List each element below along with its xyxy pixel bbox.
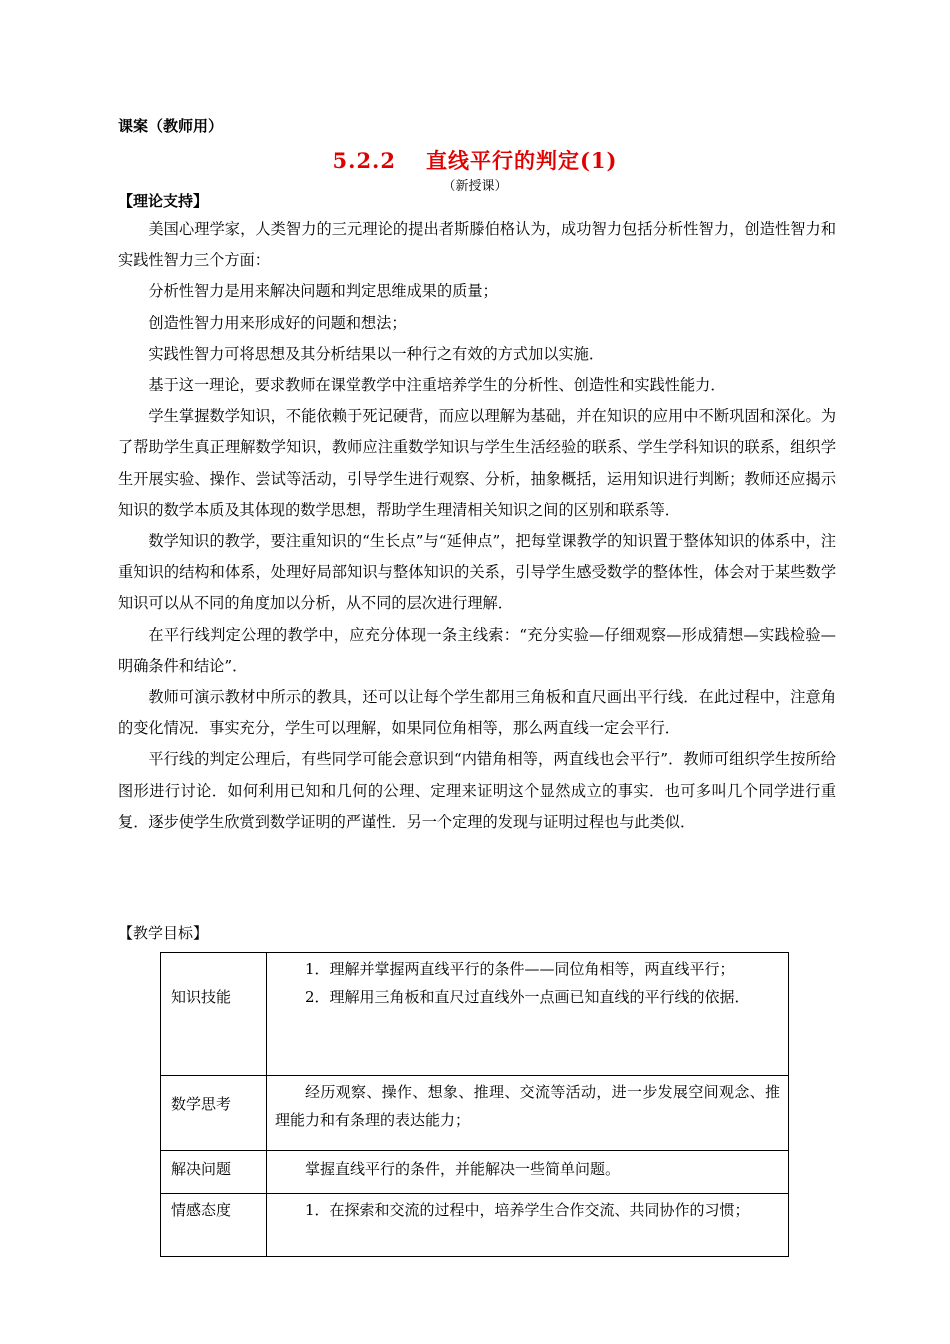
goal-content — [267, 1194, 789, 1257]
table-row — [161, 1151, 789, 1194]
theory-paragraph: 数学知识的教学，要注重知识的“生长点”与“延伸点”，把每堂课教学的知识置于整体知识的体系中，注重知识的结构和体系，处理好局部知识与整体知识的关系，引导学生感受数学的整体性，体会对于某些数学知识可以从不同的角度加以分析，从不同的层次进行理解． — [118, 532, 836, 613]
goal-category: 情感态度 — [161, 1194, 267, 1257]
goal-item: 2．理解用三角板和直尺过直线外一点画已知直线的平行线的依据． — [305, 988, 750, 1006]
goals-table — [160, 952, 789, 1257]
lesson-number: 5.2.2 — [332, 148, 396, 173]
goals-heading: 【教学目标】 — [118, 924, 209, 942]
table-row — [161, 1076, 789, 1151]
theory-paragraph: 在平行线判定公理的教学中，应充分体现一条主线索：“充分实验—仔细观察—形成猜想—实践检验—明确条件和结论”． — [118, 625, 836, 675]
goal-item: 经历观察、操作、想象、推理、交流等活动，进一步发展空间观念、推理能力和有条理的表达能力； — [275, 1083, 780, 1129]
goal-category: 知识技能 — [161, 953, 267, 1076]
table-row — [161, 953, 789, 1076]
goal-content — [267, 953, 789, 1076]
goal-item: 1．在探索和交流的过程中，培养学生合作交流、共同协作的习惯； — [305, 1201, 750, 1219]
theory-paragraph: 美国心理学家，人类智力的三元理论的提出者斯滕伯格认为，成功智力包括分析性智力，创造性智力和实践性智力三个方面： — [118, 220, 836, 270]
theory-paragraph: 分析性智力是用来解决问题和判定思维成果的质量； — [148, 282, 498, 301]
course-label: 课案（教师用） — [118, 117, 224, 135]
theory-paragraph: 学生掌握数学知识，不能依赖于死记硬背，而应以理解为基础，并在知识的应用中不断巩固和深化。为了帮助学生真正理解数学知识，教师应注重数学知识与学生生活经验的联系、学生学科知识的联系，组织学生开展实验、操作、尝试等活动，引导学生进行观察、分析，抽象概括，运用知识进行判断；教师还应揭示知识的数学本质及其体现的数学思想，帮助学生理清相关知识之间的区别和联系等． — [118, 407, 836, 519]
theory-body — [118, 214, 836, 838]
theory-paragraph: 基于这一理论，要求教师在课堂教学中注重培养学生的分析性、创造性和实践性能力． — [148, 376, 726, 395]
goal-item: 掌握直线平行的条件，并能解决一些简单问题。 — [305, 1160, 621, 1178]
goal-item: 1．理解并掌握两直线平行的条件——同位角相等，两直线平行； — [305, 960, 735, 978]
lesson-title — [0, 145, 950, 175]
goal-category: 数学思考 — [161, 1076, 267, 1151]
theory-paragraph: 创造性智力用来形成好的问题和想法； — [148, 313, 407, 332]
goal-category: 解决问题 — [161, 1151, 267, 1194]
goal-content — [267, 1076, 789, 1151]
theory-heading: 【理论支持】 — [118, 192, 209, 210]
lesson-subtitle: （新授课） — [442, 179, 508, 194]
theory-paragraph: 实践性智力可将思想及其分析结果以一种行之有效的方式加以实施． — [148, 344, 605, 363]
lesson-title-text: 直线平行的判定(1) — [425, 148, 618, 173]
goal-content — [267, 1151, 789, 1194]
theory-paragraph: 平行线的判定公理后，有些同学可能会意识到“内错角相等，两直线也会平行”．教师可组织学生按所给图形进行讨论．如何利用已知和几何的公理、定理来证明这个显然成立的事实．也可多叫几个同学进行重复．逐步使学生欣赏到数学证明的严谨性．另一个定理的发现与证明过程也与此类似． — [118, 750, 836, 831]
table-row — [161, 1194, 789, 1257]
theory-paragraph: 教师可演示教材中所示的教具，还可以让每个学生都用三角板和直尺画出平行线．在此过程中，注意角的变化情况．事实充分，学生可以理解，如果同位角相等，那么两直线一定会平行． — [118, 688, 836, 738]
